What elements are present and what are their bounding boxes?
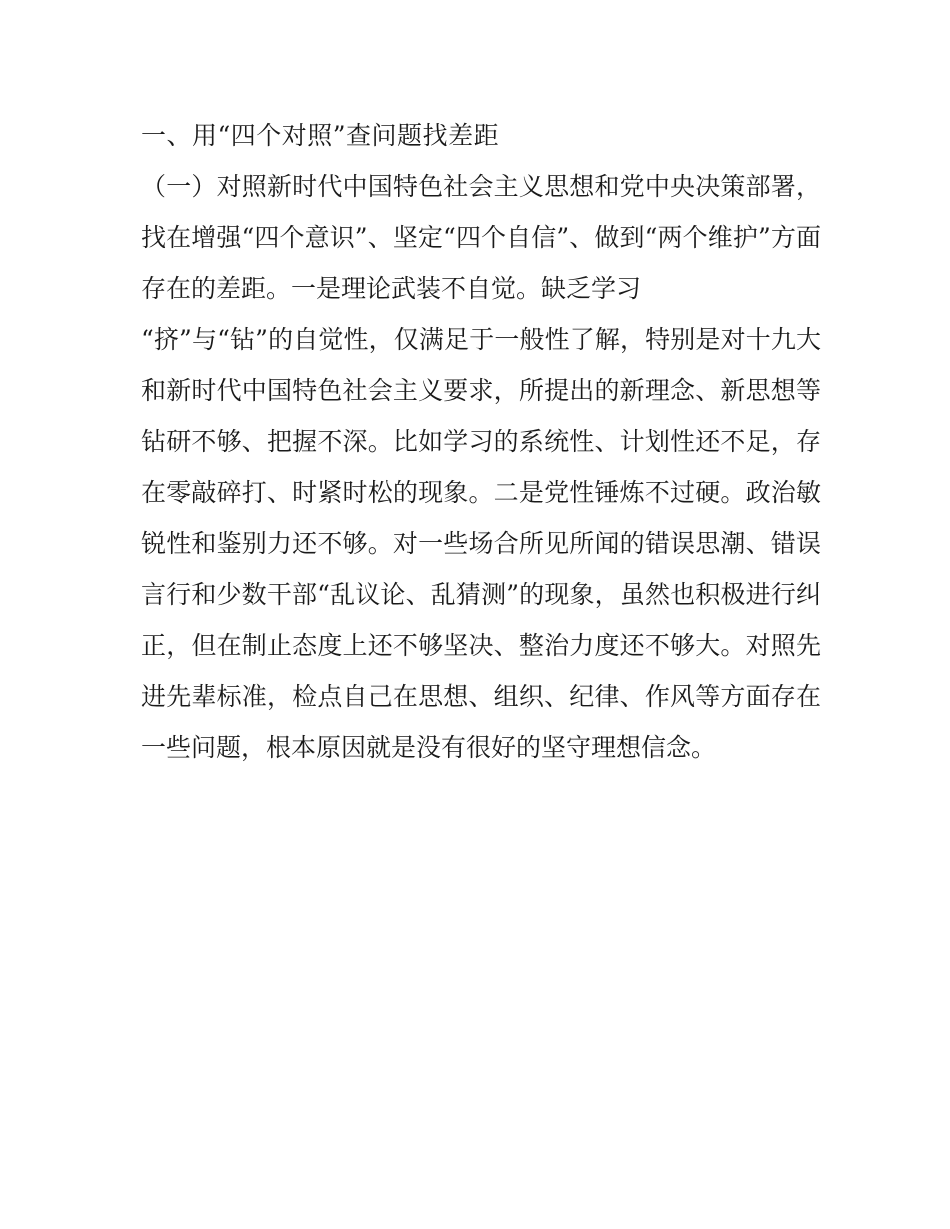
paragraph-line-6: 钻研不够、把握不深。比如学习的系统性、计划性还不足，存 bbox=[141, 427, 821, 456]
paragraph-line-8: 锐性和鉴别力还不够。对一些场合所见所闻的错误思潮、错误 bbox=[141, 529, 821, 558]
paragraph-line-2: 找在增强“四个意识”、坚定“四个自信”、做到“两个维护”方面 bbox=[141, 223, 821, 252]
document-body bbox=[141, 110, 821, 773]
paragraph-line-12: 一些问题，根本原因就是没有很好的坚守理想信念。 bbox=[141, 733, 717, 762]
section-heading: 一、用“四个对照”查问题找差距 bbox=[141, 121, 500, 150]
paragraph-line-4: “挤”与“钻”的自觉性，仅满足于一般性了解，特别是对十九大 bbox=[141, 325, 821, 354]
paragraph-line-3: 存在的差距。一是理论武装不自觉。缺乏学习 bbox=[141, 274, 642, 303]
paragraph-line-5: 和新时代中国特色社会主义要求，所提出的新理念、新思想等 bbox=[141, 376, 821, 405]
paragraph-line-1: （一）对照新时代中国特色社会主义思想和党中央决策部署， bbox=[141, 172, 821, 201]
paragraph-line-10: 正，但在制止态度上还不够坚决、整治力度还不够大。对照先 bbox=[141, 631, 821, 660]
paragraph-line-11: 进先辈标准，检点自己在思想、组织、纪律、作风等方面存在 bbox=[141, 682, 821, 711]
paragraph-line-7: 在零敲碎打、时紧时松的现象。二是党性锤炼不过硬。政治敏 bbox=[141, 478, 821, 507]
paragraph-line-9: 言行和少数干部“乱议论、乱猜测”的现象，虽然也积极进行纠 bbox=[141, 580, 821, 609]
